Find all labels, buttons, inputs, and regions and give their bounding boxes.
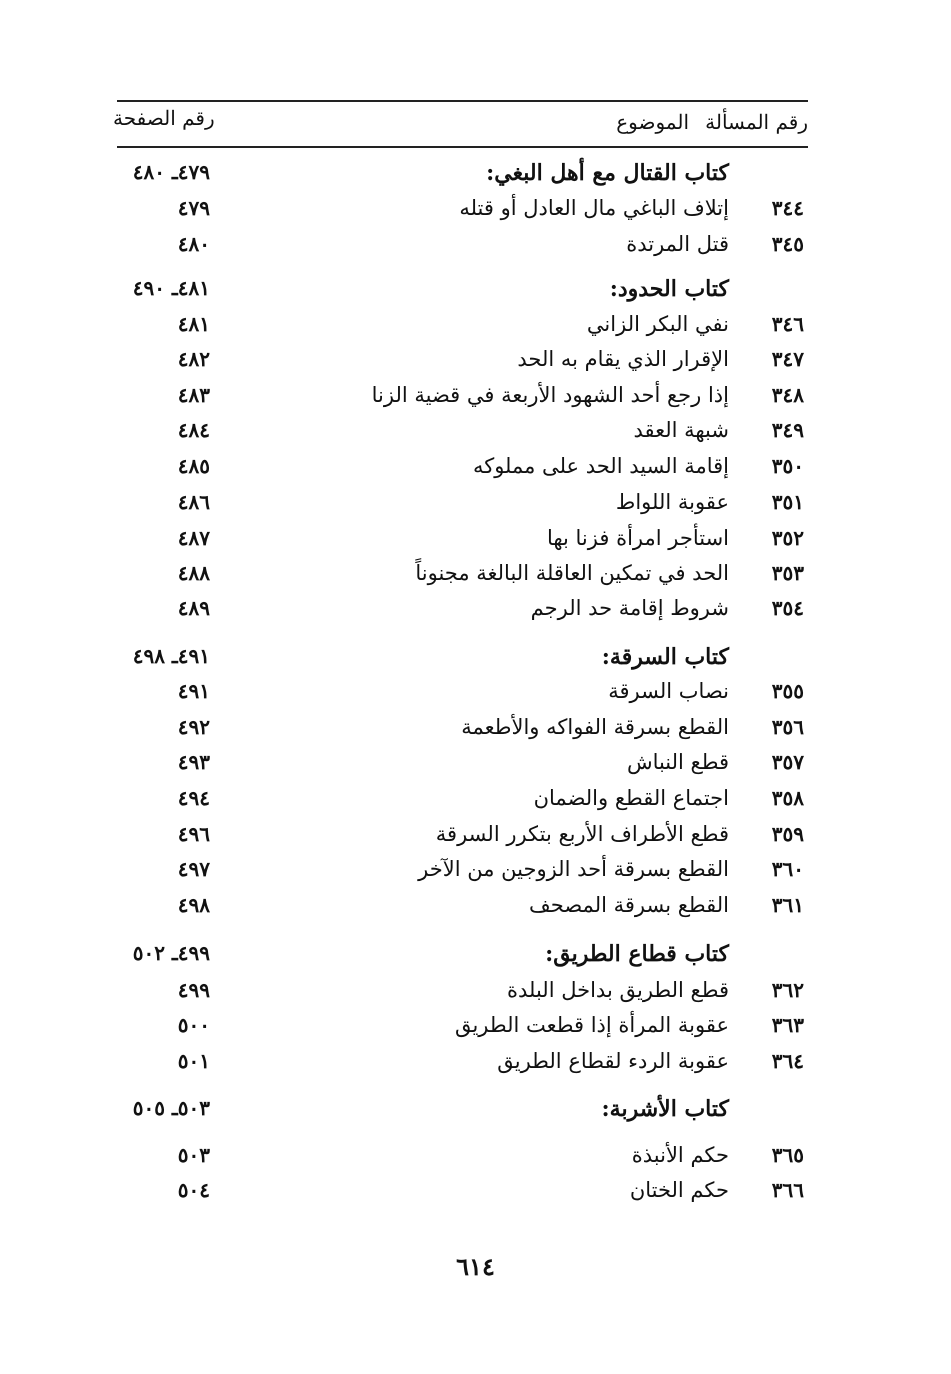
entry-page: ٤٨٢ [177, 347, 210, 371]
entry-title: عقوبة الردء لقطاع الطريق [497, 1049, 729, 1073]
toc-entry [0, 893, 951, 929]
toc-entry [0, 1143, 951, 1179]
entry-title: الحد في تمكين العاقلة البالغة مجنوناً [415, 561, 729, 585]
toc-entry [0, 347, 951, 383]
toc-entry [0, 561, 951, 597]
entry-title: حكم الأنبذة [631, 1143, 729, 1167]
header-bottom-rule [117, 146, 808, 148]
section-heading [0, 644, 951, 680]
entry-number: ٣٥٤ [771, 596, 804, 620]
entry-title: عقوبة المرأة إذا قطعت الطريق [454, 1013, 729, 1037]
entry-title: قتل المرتدة [626, 232, 729, 256]
entry-number: ٣٥٨ [771, 786, 804, 810]
section-page-range: ٤٩٩ـ ٥٠٢ [132, 941, 210, 965]
toc-entry [0, 418, 951, 454]
section-heading [0, 276, 951, 312]
entry-page: ٤٩٩ [177, 978, 210, 1002]
entry-number: ٣٥٥ [771, 679, 804, 703]
page-number: ٦١٤ [456, 1252, 495, 1281]
entry-page: ٤٨٨ [177, 561, 210, 585]
header-top-rule [117, 100, 808, 102]
toc-entry [0, 1178, 951, 1214]
entry-number: ٣٦٣ [771, 1013, 804, 1037]
toc-entry [0, 1013, 951, 1049]
section-title: كتاب السرقة: [601, 644, 729, 670]
entry-number: ٣٦١ [771, 893, 804, 917]
entry-number: ٣٤٨ [771, 383, 804, 407]
entry-title: إقامة السيد الحد على مملوكه [472, 454, 729, 478]
toc-entry [0, 312, 951, 348]
entry-page: ٤٩٧ [177, 857, 210, 881]
entry-title: إذا رجع أحد الشهود الأربعة في قضية الزنا [371, 383, 729, 407]
toc-entry [0, 232, 951, 268]
entry-number: ٣٥٠ [771, 454, 804, 478]
entry-title: قطع النباش [626, 750, 729, 774]
entry-number: ٣٥١ [771, 490, 804, 514]
toc-entry [0, 857, 951, 893]
entry-number: ٣٤٩ [771, 418, 804, 442]
entry-number: ٣٤٤ [771, 196, 804, 220]
toc-entry [0, 679, 951, 715]
entry-page: ٤٨٩ [177, 596, 210, 620]
entry-page: ٤٨٦ [177, 490, 210, 514]
entry-number: ٣٦٤ [771, 1049, 804, 1073]
entry-number: ٣٦٢ [771, 978, 804, 1002]
entry-page: ٥٠٣ [177, 1143, 210, 1167]
entry-page: ٤٩٨ [177, 893, 210, 917]
entry-title: القطع بسرقة أحد الزوجين من الآخر [418, 857, 729, 881]
entry-page: ٤٩٦ [177, 822, 210, 846]
entry-page: ٤٩١ [177, 679, 210, 703]
toc-entry [0, 490, 951, 526]
toc-entry [0, 454, 951, 490]
entry-title: إتلاف الباغي مال العادل أو قتله [459, 196, 729, 220]
entry-number: ٣٦٥ [771, 1143, 804, 1167]
entry-page: ٥٠١ [177, 1049, 210, 1073]
entry-title: نصاب السرقة [608, 679, 729, 703]
entry-title: قطع الطريق بداخل البلدة [506, 978, 729, 1002]
toc-entry [0, 596, 951, 632]
toc-entry [0, 786, 951, 822]
section-heading [0, 941, 951, 977]
section-heading [0, 160, 951, 196]
entry-title: شروط إقامة حد الرجم [530, 596, 729, 620]
section-page-range: ٥٠٣ـ ٥٠٥ [132, 1096, 210, 1120]
entry-number: ٣٤٧ [771, 347, 804, 371]
entry-title: الإقرار الذي يقام به الحد [517, 347, 729, 371]
entry-page: ٤٧٩ [177, 196, 210, 220]
entry-number: ٣٤٦ [771, 312, 804, 336]
entry-page: ٤٩٢ [177, 715, 210, 739]
section-page-range: ٤٩١ـ ٤٩٨ [132, 644, 210, 668]
section-title: كتاب قطاع الطريق: [545, 941, 729, 967]
toc-entry [0, 1049, 951, 1085]
toc-entry [0, 715, 951, 751]
entry-title: شبهة العقد [633, 418, 729, 442]
entry-number: ٣٤٥ [771, 232, 804, 256]
entry-page: ٤٨٠ [177, 232, 210, 256]
entry-number: ٣٥٦ [771, 715, 804, 739]
entry-number: ٣٥٧ [771, 750, 804, 774]
entry-page: ٥٠٠ [177, 1013, 210, 1037]
entry-title: القطع بسرقة المصحف [529, 893, 729, 917]
entry-title: القطع بسرقة الفواكه والأطعمة [461, 715, 729, 739]
toc-entry [0, 526, 951, 562]
entry-number: ٣٦٦ [771, 1178, 804, 1202]
header-issue-no: رقم المسألة [705, 110, 808, 134]
section-title: كتاب الأشربة: [601, 1096, 729, 1122]
entry-page: ٤٩٣ [177, 750, 210, 774]
entry-number: ٣٥٢ [771, 526, 804, 550]
entry-page: ٤٨٧ [177, 526, 210, 550]
entry-title: استأجر امرأة فزنا بها [546, 526, 729, 550]
toc-entry [0, 750, 951, 786]
header-subject: الموضوع [616, 110, 689, 134]
toc-entry [0, 383, 951, 419]
entry-page: ٥٠٤ [177, 1178, 210, 1202]
entry-title: حكم الختان [629, 1178, 729, 1202]
entry-title: عقوبة اللواط [615, 490, 729, 514]
section-title: كتاب القتال مع أهل البغي: [486, 160, 729, 186]
section-title: كتاب الحدود: [609, 276, 729, 302]
section-heading [0, 1096, 951, 1132]
entry-title: اجتماع القطع والضمان [533, 786, 729, 810]
entry-page: ٤٨٣ [177, 383, 210, 407]
entry-title: قطع الأطراف الأربع بتكرر السرقة [435, 822, 729, 846]
section-page-range: ٤٧٩ـ ٤٨٠ [132, 160, 210, 184]
entry-number: ٣٥٩ [771, 822, 804, 846]
entry-page: ٤٩٤ [177, 786, 210, 810]
section-page-range: ٤٨١ـ ٤٩٠ [132, 276, 210, 300]
entry-page: ٤٨٤ [177, 418, 210, 442]
toc-entry [0, 978, 951, 1014]
header-page-no: رقم الصفحة [113, 106, 215, 130]
toc-entry [0, 196, 951, 232]
entry-title: نفي البكر الزاني [586, 312, 729, 336]
entry-number: ٣٦٠ [771, 857, 804, 881]
entry-page: ٤٨١ [177, 312, 210, 336]
entry-page: ٤٨٥ [177, 454, 210, 478]
toc-entry [0, 822, 951, 858]
entry-number: ٣٥٣ [771, 561, 804, 585]
